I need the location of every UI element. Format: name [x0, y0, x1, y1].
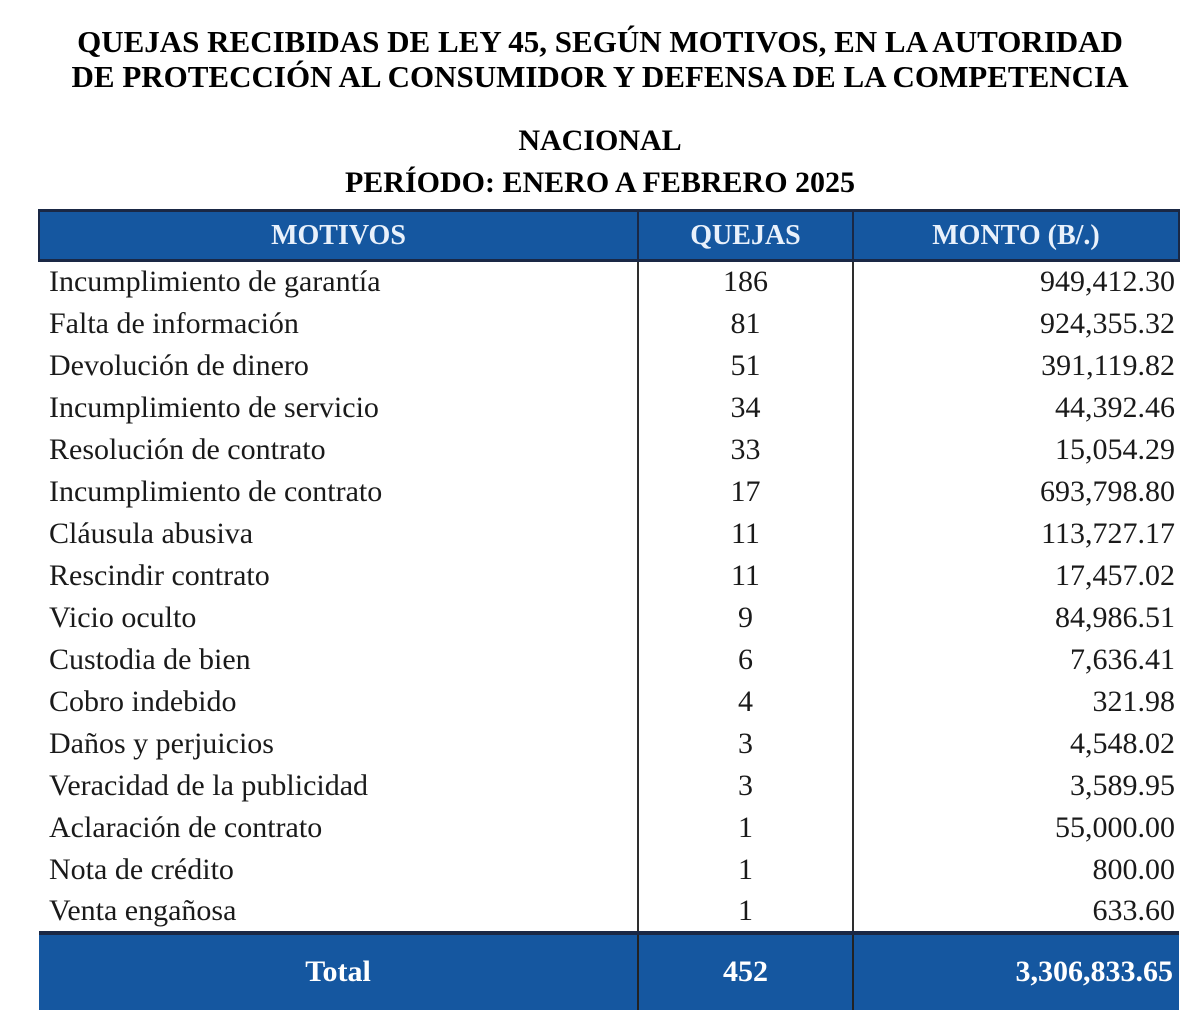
table-row [39, 555, 1179, 597]
cell-monto: 44,392.46 [1055, 390, 1175, 424]
cell-motivo: Venta engañosa [39, 891, 638, 933]
table-row [39, 681, 1179, 723]
cell-monto: 924,355.32 [1040, 306, 1175, 340]
cell-monto: 17,457.02 [1055, 558, 1175, 592]
cell-motivo: Aclaración de contrato [39, 807, 638, 849]
cell-quejas: 51 [638, 345, 853, 387]
report-subtitle-region: NACIONAL [518, 124, 682, 157]
cell-quejas: 1 [638, 807, 853, 849]
cell-quejas: 3 [638, 765, 853, 807]
cell-quejas: 1 [638, 849, 853, 891]
cell-monto: 55,000.00 [1055, 810, 1175, 844]
cell-monto: 15,054.29 [1055, 432, 1175, 466]
table-row [39, 261, 1179, 303]
cell-quejas: 33 [638, 429, 853, 471]
cell-motivo: Veracidad de la publicidad [39, 765, 638, 807]
cell-motivo: Incumplimiento de contrato [39, 471, 638, 513]
table-row [39, 471, 1179, 513]
cell-quejas: 186 [638, 261, 853, 303]
complaints-table [38, 209, 1180, 1010]
cell-monto: 7,636.41 [1070, 642, 1175, 676]
cell-motivo: Resolución de contrato [39, 429, 638, 471]
cell-monto: 800.00 [1092, 852, 1175, 886]
report-title-line1: QUEJAS RECIBIDAS DE LEY 45, SEGÚN MOTIVOS, EN LA AUTORIDAD [77, 24, 1123, 59]
table-row [39, 639, 1179, 681]
cell-motivo: Cláusula abusiva [39, 513, 638, 555]
cell-motivo: Vicio oculto [39, 597, 638, 639]
column-header-monto: MONTO (B/.) [853, 211, 1179, 261]
total-monto-value: 3,306,833.65 [853, 933, 1179, 1010]
table-row [39, 849, 1179, 891]
report-title [0, 24, 1200, 94]
total-quejas-value: 452 [638, 933, 853, 1010]
cell-monto: 633.60 [1092, 893, 1175, 927]
cell-quejas: 3 [638, 723, 853, 765]
cell-motivo: Daños y perjuicios [39, 723, 638, 765]
cell-motivo: Rescindir contrato [39, 555, 638, 597]
cell-quejas: 1 [638, 891, 853, 933]
table-row [39, 597, 1179, 639]
cell-motivo: Nota de crédito [39, 849, 638, 891]
table-header-row [39, 211, 1179, 261]
table-row [39, 765, 1179, 807]
cell-motivo: Incumplimiento de servicio [39, 387, 638, 429]
cell-monto: 4,548.02 [1070, 726, 1175, 760]
cell-monto: 113,727.17 [1041, 516, 1175, 550]
cell-quejas: 4 [638, 681, 853, 723]
table-row [39, 807, 1179, 849]
table-body [39, 261, 1179, 933]
cell-quejas: 34 [638, 387, 853, 429]
table-row [39, 723, 1179, 765]
table-total-row [39, 933, 1179, 1010]
cell-monto: 391,119.82 [1041, 348, 1175, 382]
cell-quejas: 81 [638, 303, 853, 345]
cell-monto: 693,798.80 [1040, 474, 1175, 508]
cell-motivo: Falta de información [39, 303, 638, 345]
cell-quejas: 11 [638, 555, 853, 597]
cell-quejas: 17 [638, 471, 853, 513]
total-label: Total [39, 933, 638, 1010]
table-row [39, 891, 1179, 933]
cell-motivo: Incumplimiento de garantía [39, 261, 638, 303]
cell-quejas: 11 [638, 513, 853, 555]
table-row [39, 303, 1179, 345]
report-title-line2: DE PROTECCIÓN AL CONSUMIDOR Y DEFENSA DE LA COMPETENCIA [71, 59, 1129, 94]
table-row [39, 429, 1179, 471]
cell-motivo: Custodia de bien [39, 639, 638, 681]
table-row [39, 513, 1179, 555]
cell-motivo: Devolución de dinero [39, 345, 638, 387]
table-row [39, 345, 1179, 387]
cell-motivo: Cobro indebido [39, 681, 638, 723]
report-subtitle-period: PERÍODO: ENERO A FEBRERO 2025 [344, 166, 856, 199]
column-header-motivos: MOTIVOS [39, 211, 638, 261]
cell-quejas: 6 [638, 639, 853, 681]
cell-monto: 321.98 [1092, 684, 1175, 718]
cell-monto: 3,589.95 [1070, 768, 1175, 802]
table-row [39, 387, 1179, 429]
cell-quejas: 9 [638, 597, 853, 639]
cell-monto: 949,412.30 [1040, 265, 1175, 299]
cell-monto: 84,986.51 [1055, 600, 1175, 634]
column-header-quejas: QUEJAS [638, 211, 853, 261]
